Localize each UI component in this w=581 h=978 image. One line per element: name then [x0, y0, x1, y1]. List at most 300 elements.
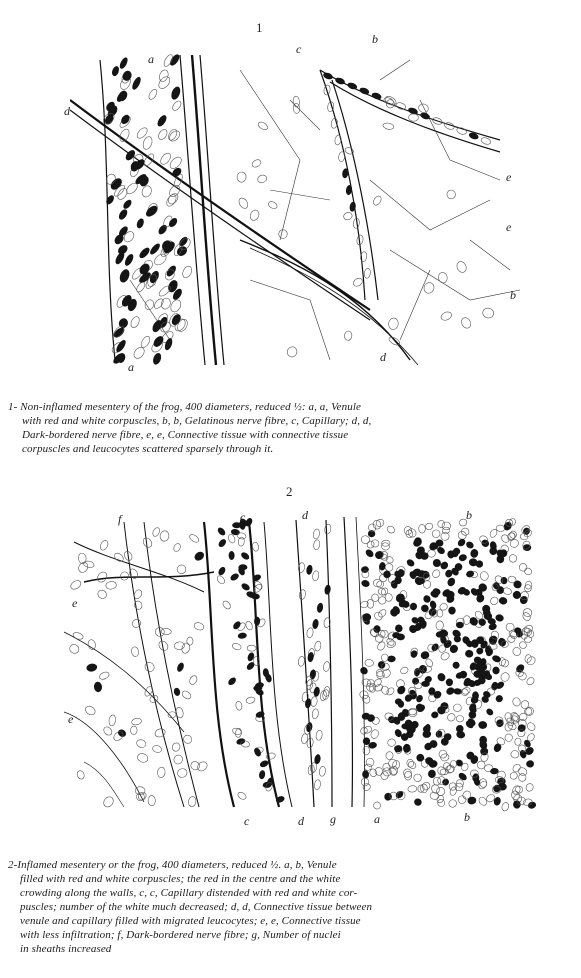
corpuscle-light — [252, 542, 259, 552]
corpuscle-light — [361, 694, 372, 705]
corpuscle-dark — [135, 217, 145, 229]
corpuscle-light — [367, 599, 374, 608]
corpuscle-light — [257, 174, 268, 184]
corpuscle-dark — [523, 739, 532, 749]
corpuscle-dark — [324, 584, 332, 595]
caption-line: venule and capillary filled with migrated leucocytes; e, e, Connective tissue — [20, 915, 361, 927]
corpuscle-dark — [156, 114, 169, 128]
corpuscle-light — [489, 528, 499, 538]
corpuscle-light — [118, 128, 131, 143]
corpuscle-dark — [165, 264, 178, 278]
corpuscle-light — [373, 611, 384, 622]
corpuscle-light — [509, 772, 518, 780]
figure-1-number: 1 — [256, 20, 263, 35]
corpuscle-light — [68, 643, 80, 655]
corpuscle-dark — [441, 777, 451, 787]
corpuscle-light — [99, 539, 110, 551]
corpuscle-dark — [152, 352, 163, 366]
corpuscle-light — [285, 345, 298, 359]
corpuscle-dark — [382, 569, 393, 579]
caption-line: Dark-bordered nerve fibre, e, e, Connective tissue with connective tissue — [22, 429, 349, 441]
corpuscle-light — [237, 196, 249, 210]
corpuscle-light — [352, 276, 364, 287]
corpuscle-light — [249, 209, 261, 222]
corpuscle-light — [517, 766, 528, 777]
corpuscle-light — [375, 518, 386, 528]
corpuscle-light — [136, 752, 149, 764]
corpuscle-light — [479, 571, 489, 582]
corpuscle-dark — [465, 540, 475, 550]
corpuscle-dark — [313, 686, 321, 697]
figure-1-caption — [8, 400, 574, 456]
corpuscle-light — [96, 570, 109, 584]
corpuscle-light — [509, 530, 517, 538]
caption-line: 1- Non-inflamed mesentery of the frog, 400 diameters, reduced ½: a, a, Venule — [8, 401, 362, 413]
corpuscle-dark — [359, 86, 370, 95]
corpuscle-light — [102, 795, 116, 809]
corpuscle-light — [169, 298, 183, 314]
corpuscle-dark — [498, 596, 508, 605]
corpuscle-dark — [237, 632, 247, 639]
corpuscle-dark — [217, 538, 227, 549]
corpuscle-light — [172, 542, 181, 552]
corpuscle-light — [370, 729, 380, 740]
corpuscle-dark — [245, 661, 256, 672]
corpuscle-light — [237, 791, 248, 801]
corpuscle-light — [377, 608, 387, 618]
corpuscle-light — [221, 600, 231, 611]
corpuscle-light — [519, 699, 530, 710]
corpuscle-light — [458, 795, 467, 804]
corpuscle-dark — [121, 69, 133, 82]
corpuscle-dark — [123, 253, 135, 267]
corpuscle-light — [480, 136, 491, 145]
corpuscle-dark — [119, 113, 131, 125]
corpuscle-light — [446, 712, 457, 723]
corpuscle-dark — [492, 742, 502, 753]
corpuscle-light — [98, 671, 110, 681]
corpuscle-light — [176, 564, 188, 576]
corpuscle-dark — [170, 85, 182, 101]
corpuscle-light — [363, 268, 371, 279]
fig2-label-d-top: d — [302, 508, 308, 522]
corpuscle-dark — [430, 642, 440, 652]
corpuscle-dark — [304, 698, 312, 709]
corpuscle-dark — [419, 111, 430, 120]
corpuscle-dark — [148, 242, 161, 256]
corpuscle-dark — [118, 268, 131, 284]
corpuscle-light — [372, 195, 383, 207]
corpuscle-light — [311, 708, 319, 719]
fig2-label-e-lower: e — [68, 712, 74, 726]
corpuscle-light — [358, 689, 369, 700]
corpuscle-light — [171, 742, 182, 753]
corpuscle-light — [431, 529, 441, 539]
corpuscle-dark — [427, 769, 437, 779]
corpuscle-dark — [492, 666, 500, 674]
fig1-capillary — [320, 70, 500, 300]
corpuscle-light — [131, 646, 139, 657]
corpuscle-dark — [93, 681, 102, 692]
corpuscle-light — [188, 674, 198, 685]
corpuscle-light — [363, 746, 370, 755]
corpuscle-light — [141, 135, 153, 150]
figure-2-illustration — [64, 512, 536, 812]
corpuscle-light — [461, 686, 471, 695]
corpuscle-dark — [163, 337, 173, 351]
corpuscle-light — [141, 536, 153, 549]
corpuscle-dark — [497, 637, 508, 648]
corpuscle-light — [489, 596, 500, 607]
corpuscle-light — [525, 676, 535, 686]
corpuscle-dark — [405, 558, 415, 568]
corpuscle-light — [154, 728, 166, 739]
corpuscle-light — [188, 533, 200, 544]
corpuscle-light — [157, 128, 169, 141]
fig1-label-e-upper: e — [506, 170, 512, 184]
corpuscle-light — [362, 782, 372, 791]
fig1-label-a-bottom: a — [128, 360, 134, 374]
corpuscle-light — [131, 717, 142, 725]
corpuscle-light — [196, 760, 209, 773]
corpuscle-dark — [478, 721, 487, 730]
fig2-label-b-top: b — [466, 508, 472, 522]
corpuscle-light — [384, 95, 398, 107]
caption-line: 2-Inflamed mesentery or the frog, 400 diameters, reduced ½. a, b, Venule — [8, 859, 337, 871]
corpuscle-light — [437, 520, 445, 528]
caption-line: in sheaths increased — [20, 943, 112, 955]
corpuscle-dark — [117, 317, 129, 330]
corpuscle-light — [140, 184, 153, 198]
figure-2-number: 2 — [286, 484, 293, 499]
corpuscle-light — [152, 252, 168, 267]
corpuscle-light — [267, 200, 278, 210]
corpuscle-light — [188, 796, 197, 807]
corpuscle-light — [482, 307, 495, 319]
fig2-venule — [344, 517, 364, 807]
corpuscle-dark — [414, 537, 422, 546]
corpuscle-dark — [452, 661, 460, 669]
corpuscle-light — [500, 533, 511, 544]
corpuscle-light — [312, 570, 320, 581]
fig2-label-b-bottom: b — [464, 810, 470, 824]
corpuscle-dark — [378, 562, 386, 571]
corpuscle-light — [235, 701, 243, 711]
corpuscle-light — [278, 229, 289, 240]
caption-line: with red and white corpuscles, b, b, Gelatinous nerve fibre, c, Capillary; d, d, — [22, 415, 372, 427]
corpuscle-light — [96, 589, 108, 600]
corpuscle-dark — [176, 662, 185, 673]
corpuscle-dark — [305, 722, 313, 733]
corpuscle-light — [324, 524, 332, 535]
corpuscle-dark — [427, 607, 437, 618]
corpuscle-light — [507, 721, 517, 730]
corpuscle-light — [143, 660, 156, 673]
corpuscle-dark — [446, 576, 456, 587]
corpuscle-light — [157, 75, 172, 91]
corpuscle-dark — [115, 339, 128, 354]
corpuscle-dark — [227, 676, 238, 687]
corpuscle-light — [299, 589, 307, 600]
corpuscle-light — [406, 759, 414, 768]
corpuscle-light — [455, 260, 468, 274]
corpuscle-light — [72, 631, 84, 640]
corpuscle-dark — [470, 548, 479, 558]
corpuscle-light — [161, 628, 172, 635]
corpuscle-light — [135, 126, 149, 140]
corpuscle-light — [131, 618, 142, 629]
corpuscle-light — [456, 126, 467, 135]
corpuscle-dark — [152, 334, 166, 348]
corpuscle-light — [247, 645, 256, 651]
corpuscle-light — [171, 99, 183, 111]
corpuscle-light — [181, 265, 194, 280]
fig1-label-a-top: a — [148, 52, 154, 66]
corpuscle-light — [505, 717, 515, 727]
corpuscle-light — [231, 642, 241, 651]
corpuscle-dark — [232, 620, 242, 631]
caption-line: crowding along the walls, c, c, Capillary distended with red and white cor- — [20, 887, 358, 899]
corpuscle-dark — [122, 198, 133, 210]
corpuscle-light — [306, 627, 314, 638]
corpuscle-light — [314, 779, 322, 790]
corpuscle-dark — [229, 572, 240, 582]
corpuscle-light — [460, 316, 473, 330]
corpuscle-light — [293, 96, 300, 107]
corpuscle-dark — [456, 537, 466, 547]
corpuscle-dark — [371, 91, 382, 100]
figure-1-illustration — [70, 40, 530, 370]
corpuscle-light — [105, 581, 117, 590]
fig2-label-g: g — [330, 812, 336, 826]
corpuscle-light — [440, 310, 453, 322]
corpuscle-dark — [416, 753, 425, 762]
corpuscle-light — [519, 563, 527, 571]
corpuscle-light — [298, 656, 306, 667]
corpuscle-dark — [394, 790, 404, 800]
corpuscle-light — [366, 540, 376, 550]
corpuscle-light — [510, 750, 519, 758]
corpuscle-dark — [413, 797, 423, 807]
corpuscle-dark — [458, 553, 468, 562]
corpuscle-light — [412, 772, 423, 783]
corpuscle-light — [102, 725, 113, 737]
corpuscle-light — [365, 659, 374, 667]
corpuscle-light — [131, 726, 138, 734]
fig1-label-c: c — [296, 42, 302, 56]
corpuscle-light — [147, 88, 158, 101]
corpuscle-light — [369, 768, 378, 778]
corpuscle-light — [386, 640, 397, 649]
corpuscle-dark — [240, 582, 251, 592]
fig2-label-c-top: c — [240, 510, 246, 524]
corpuscle-light — [310, 696, 318, 707]
fig1-connective-tissue — [130, 60, 520, 360]
corpuscle-dark — [131, 76, 143, 91]
corpuscle-light — [148, 796, 155, 806]
caption-line: puscles; number of the white much decreased; d, d, Connective tissue between — [20, 901, 373, 913]
corpuscle-light — [313, 529, 321, 540]
corpuscle-light — [435, 620, 443, 630]
corpuscle-light — [385, 751, 394, 760]
corpuscle-dark — [105, 194, 116, 206]
corpuscle-light — [417, 103, 429, 114]
corpuscle-dark — [118, 56, 129, 70]
corpuscle-dark — [512, 579, 523, 589]
corpuscle-dark — [412, 677, 420, 685]
corpuscle-light — [245, 696, 255, 704]
corpuscle-light — [437, 272, 448, 284]
corpuscle-light — [313, 539, 321, 550]
corpuscle-light — [522, 607, 533, 618]
corpuscle-dark — [457, 771, 468, 781]
corpuscle-light — [446, 189, 457, 200]
corpuscle-light — [323, 661, 331, 672]
corpuscle-light — [159, 530, 170, 542]
corpuscle-dark — [334, 76, 345, 85]
fig2-label-f: f — [118, 512, 122, 526]
corpuscle-light — [245, 620, 254, 631]
corpuscle-light — [504, 733, 513, 742]
corpuscle-dark — [456, 622, 464, 629]
corpuscle-light — [158, 69, 170, 83]
corpuscle-dark — [383, 791, 394, 802]
corpuscle-dark — [229, 551, 235, 560]
corpuscle-light — [216, 574, 226, 585]
corpuscle-light — [382, 122, 394, 130]
corpuscle-dark — [167, 216, 179, 228]
corpuscle-dark — [485, 707, 495, 717]
corpuscle-light — [135, 738, 146, 748]
corpuscle-light — [237, 172, 247, 183]
corpuscle-light — [181, 642, 191, 654]
corpuscle-light — [153, 297, 165, 310]
fig1-label-b-top: b — [372, 32, 378, 46]
corpuscle-light — [173, 754, 184, 765]
corpuscle-light — [450, 760, 457, 768]
corpuscle-dark — [307, 652, 315, 663]
corpuscle-dark — [491, 654, 502, 663]
corpuscle-dark — [86, 663, 98, 673]
corpuscle-light — [373, 802, 380, 810]
corpuscle-light — [157, 639, 170, 652]
corpuscle-light — [380, 685, 390, 695]
corpuscle-light — [176, 767, 188, 778]
corpuscle-light — [381, 654, 388, 662]
corpuscle-dark — [526, 760, 535, 768]
corpuscle-light — [251, 158, 262, 168]
corpuscle-light — [314, 641, 322, 652]
corpuscle-dark — [360, 579, 370, 588]
corpuscle-light — [232, 727, 242, 735]
caption-line: with less infiltration; f, Dark-bordered nerve fibre; g, Number of nuclei — [20, 929, 341, 941]
corpuscle-light — [76, 770, 86, 781]
corpuscle-light — [456, 715, 464, 722]
fig2-label-a: a — [374, 812, 380, 826]
corpuscle-dark — [111, 65, 121, 77]
corpuscle-dark — [216, 526, 226, 537]
corpuscle-light — [380, 771, 389, 780]
corpuscle-light — [419, 524, 426, 533]
corpuscle-dark — [448, 607, 455, 615]
corpuscle-light — [139, 335, 151, 349]
corpuscle-dark — [403, 744, 411, 753]
corpuscle-dark — [217, 566, 227, 577]
corpuscle-light — [343, 211, 353, 220]
corpuscle-dark — [495, 694, 505, 704]
corpuscle-light — [511, 697, 521, 708]
fig2-label-c-bottom: c — [244, 814, 250, 828]
corpuscle-dark — [258, 770, 265, 780]
corpuscle-light — [523, 567, 532, 576]
corpuscle-light — [387, 738, 397, 747]
corpuscle-light — [338, 151, 346, 162]
corpuscle-light — [315, 730, 323, 741]
corpuscle-light — [523, 624, 534, 634]
caption-line: corpuscles and leucocytes scattered sparsely through it. — [22, 443, 274, 455]
corpuscle-dark — [465, 570, 475, 579]
corpuscle-dark — [500, 576, 509, 585]
corpuscle-light — [135, 281, 146, 294]
corpuscle-light — [399, 666, 409, 675]
corpuscle-light — [181, 689, 193, 700]
corpuscle-light — [360, 600, 370, 609]
corpuscle-light — [386, 525, 396, 535]
corpuscle-light — [129, 315, 141, 329]
corpuscle-dark — [246, 652, 255, 663]
corpuscle-light — [447, 798, 457, 808]
corpuscle-light — [421, 781, 432, 792]
corpuscle-dark — [309, 669, 317, 680]
corpuscle-light — [257, 121, 269, 132]
corpuscle-dark — [387, 655, 396, 662]
corpuscle-light — [506, 623, 515, 632]
fig1-label-b-right: b — [510, 288, 516, 302]
corpuscle-light — [237, 532, 247, 540]
corpuscle-light — [526, 721, 536, 732]
corpuscle-light — [388, 317, 399, 330]
corpuscle-light — [425, 522, 434, 530]
corpuscle-light — [187, 637, 194, 645]
corpuscle-dark — [157, 223, 169, 236]
corpuscle-dark — [312, 619, 320, 630]
corpuscle-dark — [316, 602, 324, 613]
corpuscle-light — [78, 553, 87, 564]
corpuscle-light — [408, 785, 418, 792]
corpuscle-dark — [359, 666, 369, 676]
corpuscle-light — [381, 540, 390, 547]
corpuscle-light — [370, 539, 380, 549]
corpuscle-dark — [362, 770, 369, 779]
corpuscle-light — [174, 641, 185, 650]
corpuscle-light — [83, 560, 95, 568]
corpuscle-light — [372, 678, 382, 688]
corpuscle-light — [501, 802, 510, 812]
corpuscle-light — [404, 771, 411, 780]
fig2-nerve-fibre — [64, 522, 214, 807]
corpuscle-light — [119, 570, 130, 581]
corpuscle-light — [527, 630, 534, 638]
corpuscle-light — [157, 767, 166, 778]
corpuscle-dark — [306, 564, 314, 575]
fig1-label-d-left: d — [64, 104, 70, 118]
corpuscle-light — [87, 639, 96, 650]
corpuscle-dark — [364, 548, 375, 559]
corpuscle-light — [84, 704, 97, 716]
corpuscle-light — [433, 777, 442, 786]
corpuscle-light — [193, 621, 205, 631]
corpuscle-light — [496, 525, 505, 532]
